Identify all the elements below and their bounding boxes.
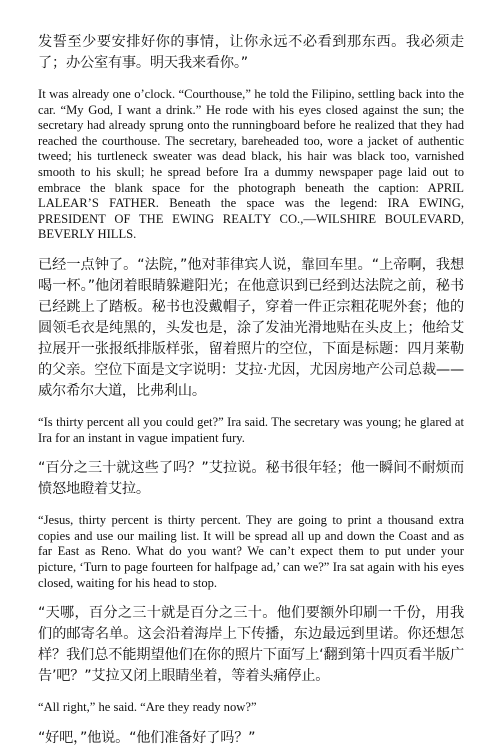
paragraph-chinese-3: “百分之三十就这些了吗？”艾拉说。秘书很年轻；他一瞬间不耐烦而愤怒地瞪着艾拉。 [38,460,464,498]
paragraph-chinese-4: “天哪，百分之三十就是百分之三十。他们要额外印刷一千份，用我们的邮寄名单。这会沿着海岸上下传播，东边最远到里诺。你还想怎样？我们总不能期望他们在你的照片下面写上‘翻到第十四页看半版广告’吧？”艾拉又闭上眼睛坐着，等着头痛停止。 [38,605,464,685]
paragraph-chinese-1: 发誓至少要安排好你的事情，让你永远不必看到那东西。我必须走了；办公室有事。明天我来看你。” [38,34,464,71]
paragraph-chinese-2: 已经一点钟了。“法院，”他对菲律宾人说，靠回车里。“上帝啊，我想喝一杯。”他闭着眼睛躲避阳光；在他意识到已经到达法院之前，秘书已经跳上了踏板。秘书也没戴帽子，穿着一件正宗粗花呢外套；他的圆领毛衣是纯黑的，头发也是，涂了发油光滑地贴在头皮上；他给艾拉展开一张报纸排版样张，留着照片的空位，下面是标题：四月莱勒的父亲。空位下面是文字说明：艾拉·尤因，尤因房地产公司总裁——威尔希尔大道，比弗利山。 [38,256,464,399]
document-page [38,32,464,749]
paragraph-english-2: “Is thirty percent all you could get?” Ira said. The secretary was young; he glared at Ira for an instant in vague impatient fury. [38,414,464,445]
paragraph-english-1: It was already one o’clock. “Courthouse,” he told the Filipino, settling back into the car. “My God, I want a drink.” He rode with his eyes closed against the sun; the secretary had already sprung onto the runningboard before he realized that they had reached the courthouse. The secretary, bareheaded too, wore a jacket of authentic tweed; his turtleneck sweater was dead black, his hair was black too, varnished smooth to his skull; he spread before Ira a dummy newspaper page laid out to embrace the blank space for the photograph beneath the caption: APRIL LALEAR’S FATHER. Beneath the space was the legend: IRA EWING, PRESIDENT OF THE EWING REALTY CO.,—WILSHIRE BOULEVARD, BEVERLY HILLS. [38,87,464,242]
paragraph-chinese-5: “好吧，”他说。“他们准备好了吗？” [38,729,256,746]
paragraph-english-4: “All right,” he said. “Are they ready now?” [38,700,257,715]
paragraph-english-3: “Jesus, thirty percent is thirty percent. They are going to print a thousand extra copies and use our mailing list. It will be spread all up and down the Coast and as far East as Reno. What do you want? We can’t expect them to put under your picture, ‘Turn to page fourteen for halfpage ad,’ can we?” Ira sat again with his eyes closed, waiting for his head to stop. [38,513,464,590]
